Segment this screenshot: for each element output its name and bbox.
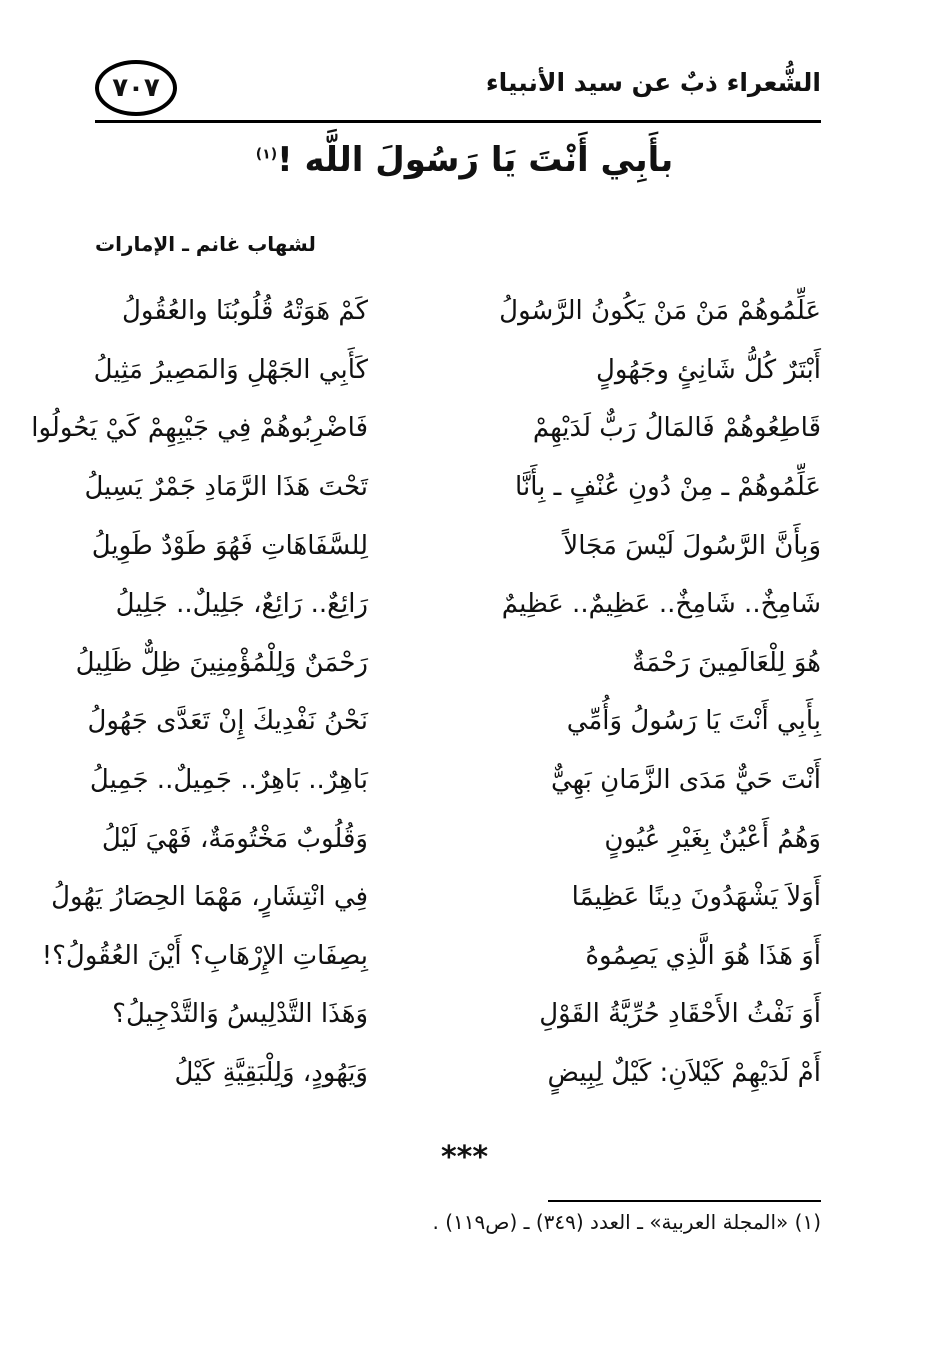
verse-line	[75, 634, 821, 693]
verse-second-hemistich: تَحْتَ هَذَا الرَّمَادِ جَمْرٌ يَسِيلُ	[84, 472, 368, 503]
verse-second-hemistich: وَيَهُودٍ، وَلِلْبَقِيَّةِ كَيْلُ	[174, 1058, 368, 1089]
verse-second-hemistich: بِصِفَاتِ الإِرْهَابِ؟ أَيْنَ العُقُولُ؟!	[41, 940, 368, 971]
verse-first-hemistich: أَوَ هَذَا هُوَ الَّذِي يَصِمُوهُ	[585, 940, 821, 971]
verse-second-hemistich: نَحْنُ نَفْدِيكَ إِنْ تَعَدَّى جَهُولُ	[87, 706, 368, 737]
verse-second-hemistich: وَهَذَا التَّدْلِيسُ وَالتَّدْجِيلُ؟	[112, 999, 368, 1030]
verse-second-hemistich: كَأَبِي الجَهْلِ وَالمَصِيرُ مَثِيلُ	[93, 354, 368, 385]
page-number: ٧٠٧	[112, 73, 160, 103]
verse-first-hemistich: بِأَبِي أَنْتَ يَا رَسُولُ وَأُمِّي	[566, 706, 821, 737]
verse-line	[41, 927, 821, 986]
verse-first-hemistich: أَوَ نَفْثُ الأَحْقَادِ حُرِّيَّةُ القَوْلِ	[539, 999, 821, 1030]
verse-first-hemistich: هُوَ لِلْعَالَمِينَ رَحْمَةٌ	[632, 647, 821, 678]
verse-line	[95, 809, 821, 868]
verse-first-hemistich: وَهُمُ أَعْيُنٌ بِغَيْرِ عُيُونٍ	[604, 823, 821, 854]
footnote-marker: (١)	[255, 146, 278, 163]
verse-first-hemistich: أَبْتَرٌ كُلُّ شَانِئٍ وجَهُولٍ	[595, 354, 821, 385]
verse-second-hemistich: فِي انْتِشَارٍ، مَهْمَا الحِصَارُ يَهُولُ	[51, 882, 368, 913]
verse-first-hemistich: عَلِّمُوهُمْ مَنْ مَنْ يَكُونُ الرَّسُولُ	[499, 296, 821, 327]
verse-second-hemistich: فَاضْرِبُوهُمْ فِي جَيْبِهِمْ كَيْ يَحُولُوا	[31, 413, 368, 444]
verse-first-hemistich: أَنْتَ حَيٌّ مَدَى الزَّمَانِ بَهِيٌّ	[550, 765, 821, 796]
verse-line	[91, 516, 821, 575]
verse-first-hemistich: عَلِّمُوهُمْ ـ مِنْ دُونِ عُنْفٍ ـ بِأَنَّا	[515, 472, 821, 503]
verse-line	[87, 692, 821, 751]
verse-line	[89, 751, 821, 810]
verse-line	[84, 458, 821, 517]
verse-second-hemistich: وَقُلُوبٌ مَخْتُومَةٌ، فَهْيَ لَيْلُ	[101, 823, 368, 854]
verse-second-hemistich: بَاهِرٌ.. بَاهِرٌ.. جَمِيلٌ.. جَمِيلُ	[89, 765, 368, 796]
verse-line	[95, 1044, 821, 1103]
verse-line	[95, 575, 821, 634]
poem-title-text: بأَبِي أَنْتَ يَا رَسُولَ اللَّه !	[277, 140, 674, 180]
verse-second-hemistich: لِلسَّفَاهَاتِ فَهُوَ طَوْدٌ طَوِيلُ	[91, 530, 368, 561]
footnote: (١) «المجلة العربية» ـ العدد (٣٤٩) ـ (ص١١٩) .	[432, 1210, 821, 1234]
verse-second-hemistich: رَحْمَنٌ وَلِلْمُؤْمِنِينَ ظِلٌّ ظَلِيلُ	[75, 647, 368, 678]
verse-second-hemistich: رَائِعٌ.. رَائِعٌ، جَلِيلٌ.. جَلِيلُ	[115, 589, 368, 620]
poem-author: لشهاب غانم ـ الإمارات	[95, 232, 316, 256]
footnote-rule	[548, 1200, 821, 1202]
poem-verses	[31, 282, 821, 1102]
verse-line	[95, 341, 821, 400]
running-header: الشُّعراء ذبٌ عن سيد الأنبياء	[485, 68, 821, 97]
header-rule	[95, 120, 821, 123]
verse-first-hemistich: أَمْ لَدَيْهِمْ كَيْلاَنِ: كَيْلٌ لِبِيضٍ	[547, 1058, 821, 1089]
verse-line	[31, 399, 821, 458]
verse-line	[95, 282, 821, 341]
verse-first-hemistich: شَامِخٌ.. شَامِخٌ.. عَظِيمٌ.. عَظِيمٌ	[501, 589, 821, 620]
verse-first-hemistich: قَاطِعُوهُمْ فَالمَالُ رَبٌّ لَدَيْهِمْ	[532, 413, 821, 444]
poem-title	[0, 140, 929, 180]
verse-line	[51, 868, 821, 927]
verse-second-hemistich: كَمْ هَوَتْهُ قُلُوبُنَا والعُقُولُ	[122, 296, 368, 327]
verse-line	[95, 985, 821, 1044]
verse-first-hemistich: وَبِأَنَّ الرَّسُولَ لَيْسَ مَجَالاً	[563, 530, 821, 561]
section-separator: ***	[440, 1140, 489, 1175]
verse-first-hemistich: أَوَلاَ يَشْهَدُونَ دِينًا عَظِيمًا	[571, 882, 821, 913]
